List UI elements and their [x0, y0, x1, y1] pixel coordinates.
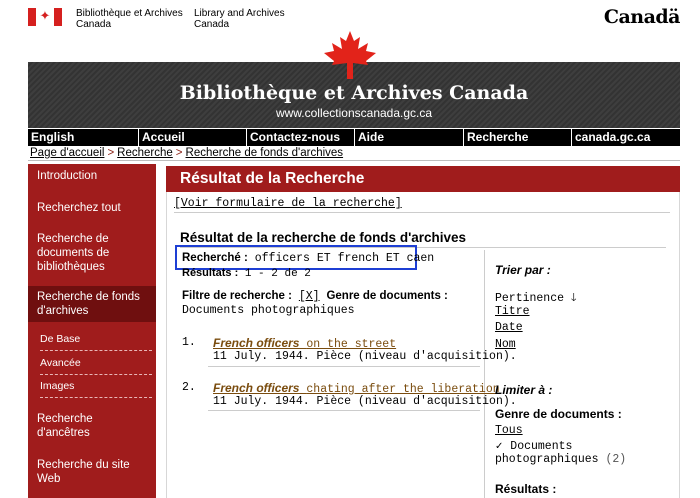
filter-checked-item[interactable] — [495, 440, 675, 466]
divider — [28, 160, 680, 161]
breadcrumb-recherche[interactable]: Recherche — [117, 147, 173, 159]
sort-link[interactable]: Titre — [495, 305, 530, 318]
sort-option-label: Pertinence — [495, 292, 565, 305]
sort-option-titre[interactable] — [495, 305, 530, 318]
filter-tous[interactable] — [495, 424, 523, 437]
dept-en-line2: Canada — [194, 19, 230, 30]
checked-item-count: (2) — [605, 453, 627, 466]
section-title: Résultat de la recherche de fonds d'archives — [180, 230, 467, 245]
divider — [40, 374, 152, 375]
sidebar-item-fonds-archives[interactable]: Recherche de fonds d'archives — [28, 286, 156, 322]
nav-contactez-nous[interactable]: Contactez-nous — [247, 129, 355, 146]
filter-field: Genre de documents : — [326, 290, 448, 302]
query-label: Recherché : — [182, 252, 248, 264]
filter-value: Documents photographiques — [182, 304, 355, 317]
result-title — [213, 381, 500, 396]
nav-aide[interactable]: Aide — [355, 129, 464, 146]
results-heading: Résultats : — [495, 482, 557, 496]
search-filter — [182, 289, 482, 318]
divider — [208, 366, 480, 367]
maple-leaf-icon — [320, 29, 380, 81]
sidebar-item-ancetres[interactable]: Recherche d'ancêtres — [37, 413, 93, 439]
results-value: 1 - 2 de 2 — [244, 268, 311, 280]
breadcrumb-separator: > — [107, 147, 115, 159]
query-value: officers ET french ET caen — [254, 252, 435, 265]
sidebar-subitem-de-base[interactable]: De Base — [40, 333, 81, 345]
voir-formulaire — [174, 197, 402, 210]
result-meta: 11 July. 1944. Pièce (niveau d'acquisition). — [213, 395, 517, 408]
results-label: Résultats : — [182, 267, 239, 279]
genre-heading: Genre de documents : — [495, 407, 622, 421]
department-name-en — [194, 8, 285, 30]
department-name-fr — [76, 8, 183, 30]
dept-fr-line2: Canada — [76, 19, 112, 30]
breadcrumb-fonds[interactable]: Recherche de fonds d'archives — [185, 147, 344, 159]
sort-option-nom[interactable] — [495, 338, 516, 351]
filter-tous-link[interactable]: Tous — [495, 424, 523, 437]
sort-link[interactable]: Nom — [495, 338, 516, 351]
voir-formulaire-link[interactable]: [Voir formulaire de la recherche] — [174, 197, 402, 210]
divider — [174, 212, 670, 213]
nav-canada-gc-ca[interactable]: canada.gc.ca — [575, 130, 651, 144]
result-meta: 11 July. 1944. Pièce (niveau d'acquisition). — [213, 350, 517, 363]
wordmark-text: Canadä — [603, 6, 680, 28]
breadcrumb-separator: > — [175, 147, 183, 159]
nav-accueil[interactable]: Accueil — [139, 129, 247, 146]
nav-recherche[interactable]: Recherche — [464, 129, 572, 146]
result-number: 2. — [182, 381, 196, 394]
divider — [208, 410, 480, 411]
checked-item-label: Documents photographiques — [495, 440, 599, 466]
check-icon: ✓ — [495, 441, 504, 452]
main-nav — [28, 129, 680, 146]
search-query — [182, 252, 434, 265]
result-title — [213, 336, 396, 351]
sidebar-item-site-web[interactable]: Recherche du site Web — [37, 459, 130, 485]
dept-en-line1: Library and Archives — [194, 8, 285, 19]
divider — [484, 250, 485, 498]
canada-flag-icon: ✦ — [28, 8, 62, 26]
dept-fr-line1: Bibliothèque et Archives — [76, 8, 183, 19]
result-title-em: French officers — [213, 381, 300, 395]
divider — [40, 350, 152, 351]
result-number: 1. — [182, 336, 196, 349]
banner-url: www.collectionscanada.gc.ca — [275, 106, 433, 120]
filter-label: Filtre de recherche : — [182, 290, 292, 302]
breadcrumb-home[interactable]: Page d'accueil — [30, 147, 105, 159]
sidebar-subitem-images[interactable]: Images — [40, 380, 75, 392]
sidebar — [28, 164, 156, 498]
divider — [40, 397, 152, 398]
sort-heading: Trier par : — [495, 263, 551, 277]
nav-english[interactable]: English — [28, 129, 139, 146]
breadcrumb — [30, 147, 343, 159]
result-title-rest: on the street — [306, 338, 397, 351]
result-title-em: French officers — [213, 336, 300, 350]
canada-wordmark — [604, 6, 680, 28]
results-count — [182, 267, 311, 280]
limit-heading: Limiter à : — [495, 383, 553, 397]
banner-title: Bibliothèque et Archives Canada — [179, 82, 529, 104]
sidebar-item-recherchez-tout[interactable]: Recherchez tout — [37, 202, 121, 214]
filter-remove-button[interactable]: [X] — [298, 290, 320, 303]
sidebar-item-documents-bibliotheques[interactable]: Recherche de documents de bibliothèques — [37, 233, 110, 273]
page-title: Résultat de la Recherche — [180, 170, 365, 187]
result-title-rest: chating after the liberation — [306, 383, 500, 396]
sort-link[interactable]: Date — [495, 321, 523, 334]
arrow-down-icon: 🡓 — [570, 291, 577, 304]
sidebar-subitem-avancee[interactable]: Avancée — [40, 357, 81, 369]
sidebar-item-introduction[interactable]: Introduction — [37, 170, 98, 182]
sort-option-date[interactable] — [495, 321, 523, 334]
results-header — [166, 166, 680, 192]
